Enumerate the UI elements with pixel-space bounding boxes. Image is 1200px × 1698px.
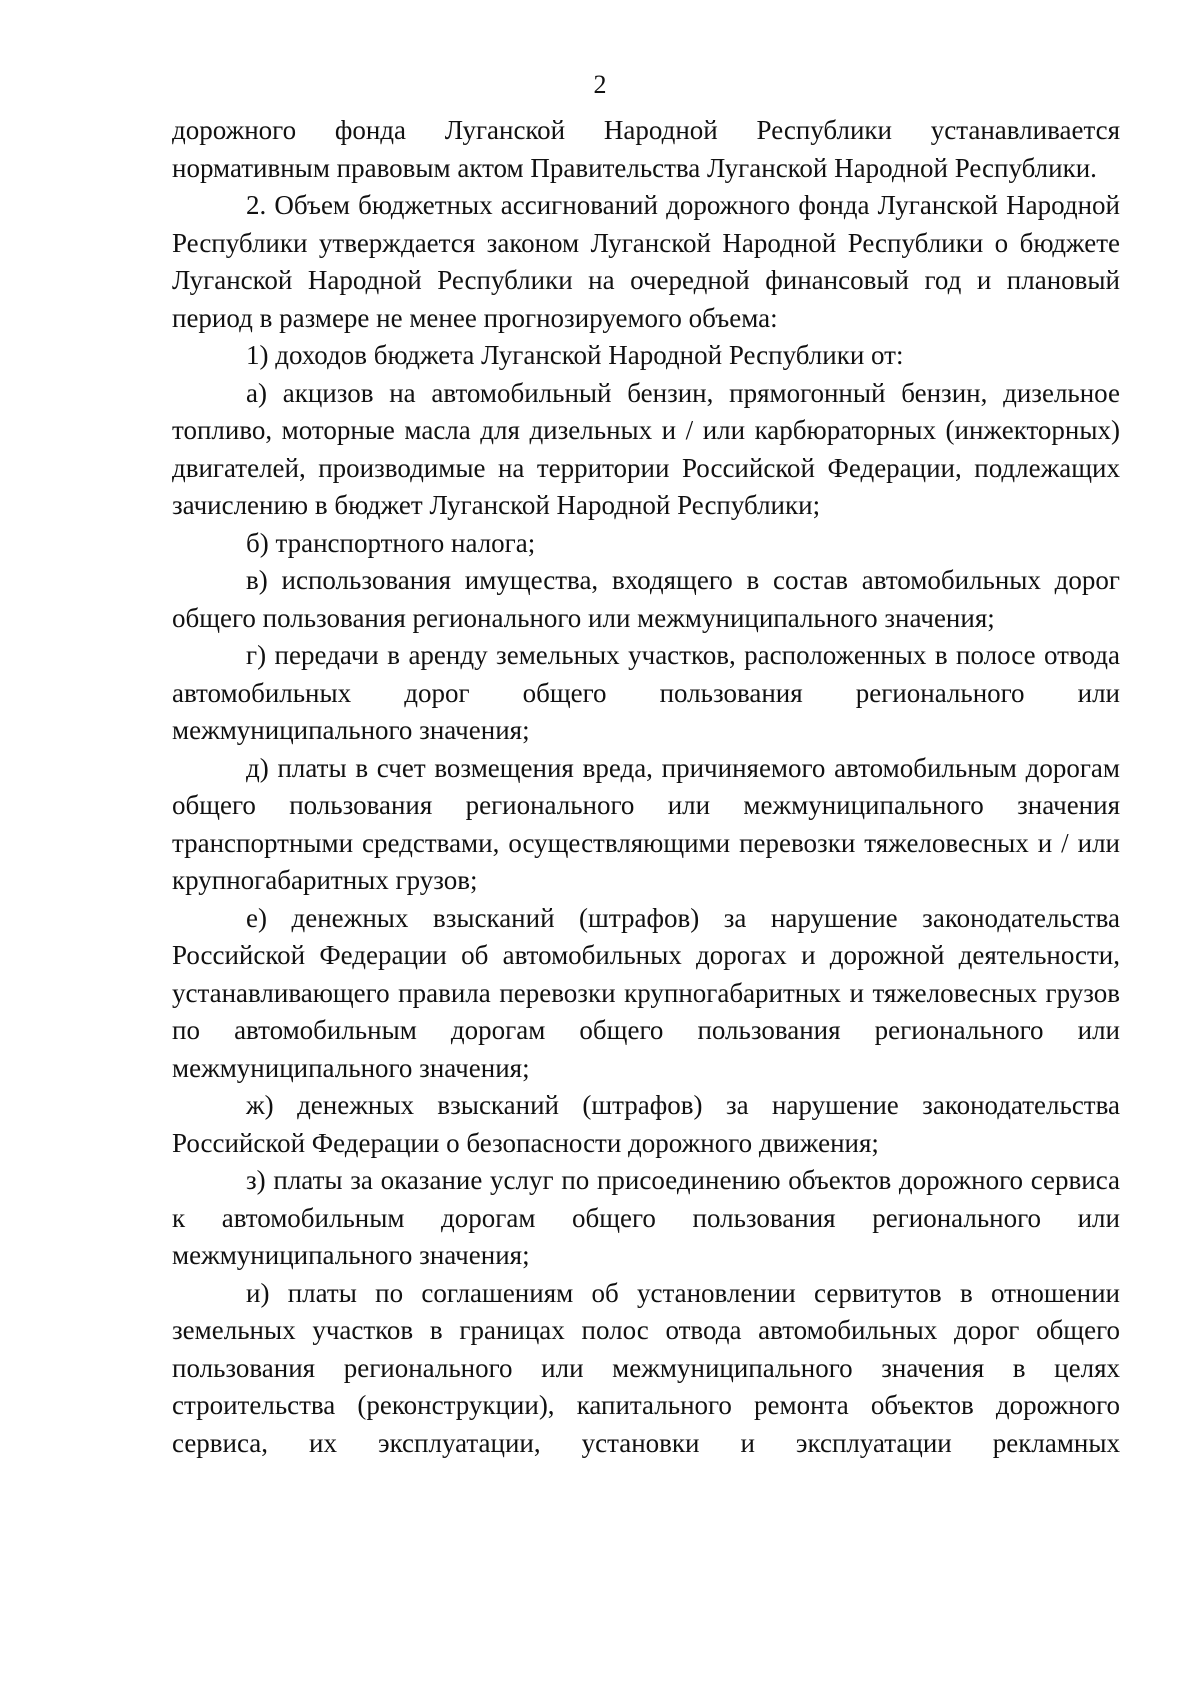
page-number: 2 [593,70,607,99]
paragraph-subitem-zh: ж) денежных взысканий (штрафов) за нарушение законодательства Российской Федерации о безопасности дорожного движения; [172,1090,1120,1158]
paragraph-subitem-1: 1) доходов бюджета Луганской Народной Республики от: [246,340,904,370]
paragraph-subitem-e: е) денежных взысканий (штрафов) за нарушение законодательства Российской Федерации об автомобильных дорогах и дорожной деятельности, устанавливающего правила перевозки крупногабаритных и тяжеловесных грузов по автомобильным дорогам общего пользования регионального или межмуниципального значения; [172,902,1120,1083]
paragraph-subitem-b: б) транспортного налога; [246,527,536,558]
paragraph-subitem-v: в) использования имущества, входящего в состав автомобильных дорог общего пользования регионального или межмуниципального значения; [172,565,1120,633]
paragraph-subitem-g: г) передачи в аренду земельных участков, расположенных в полосе отвода автомобильных дорог общего пользования регионального или межмуниципального значения; [172,640,1120,745]
paragraph-subitem-a: а) акцизов на автомобильный бензин, прямогонный бензин, дизельное топливо, моторные масла для дизельных и / или карбюраторных (инжекторных) двигателей, производимые на территории Российской Федерации, подлежащих зачислению в бюджет Луганской Народной Республики; [172,377,1120,520]
paragraph-item-2: 2. Объем бюджетных ассигнований дорожного фонда Луганской Народной Республики утверждается законом Луганской Народной Республики о бюджете Луганской Народной Республики на очередной финансовый год и плановый период в размере не менее прогнозируемого объема: [172,190,1120,333]
paragraph-subitem-i: и) платы по соглашениям об установлении сервитутов в отношении земельных участков в границах полос отвода автомобильных дорог общего пользования регионального или межмуниципального значения в целях строительства (реконструкции), капитального ремонта объектов дорожного сервиса, их эксплуатации, установки и эксплуатации рекламных [172,1277,1120,1458]
document-body [172,112,1120,1462]
paragraph-continuation: дорожного фонда Луганской Народной Республики устанавливается нормативным правовым актом Правительства Луганской Народной Республики. [172,115,1120,183]
paragraph-subitem-d: д) платы в счет возмещения вреда, причиняемого автомобильным дорогам общего пользования регионального или межмуниципального значения транспортными средствами, осуществляющими перевозки тяжеловесных и / или крупногабаритных грузов; [172,752,1120,895]
paragraph-subitem-z: з) платы за оказание услуг по присоединению объектов дорожного сервиса к автомобильным дорогам общего пользования регионального или межмуниципального значения; [172,1165,1120,1270]
